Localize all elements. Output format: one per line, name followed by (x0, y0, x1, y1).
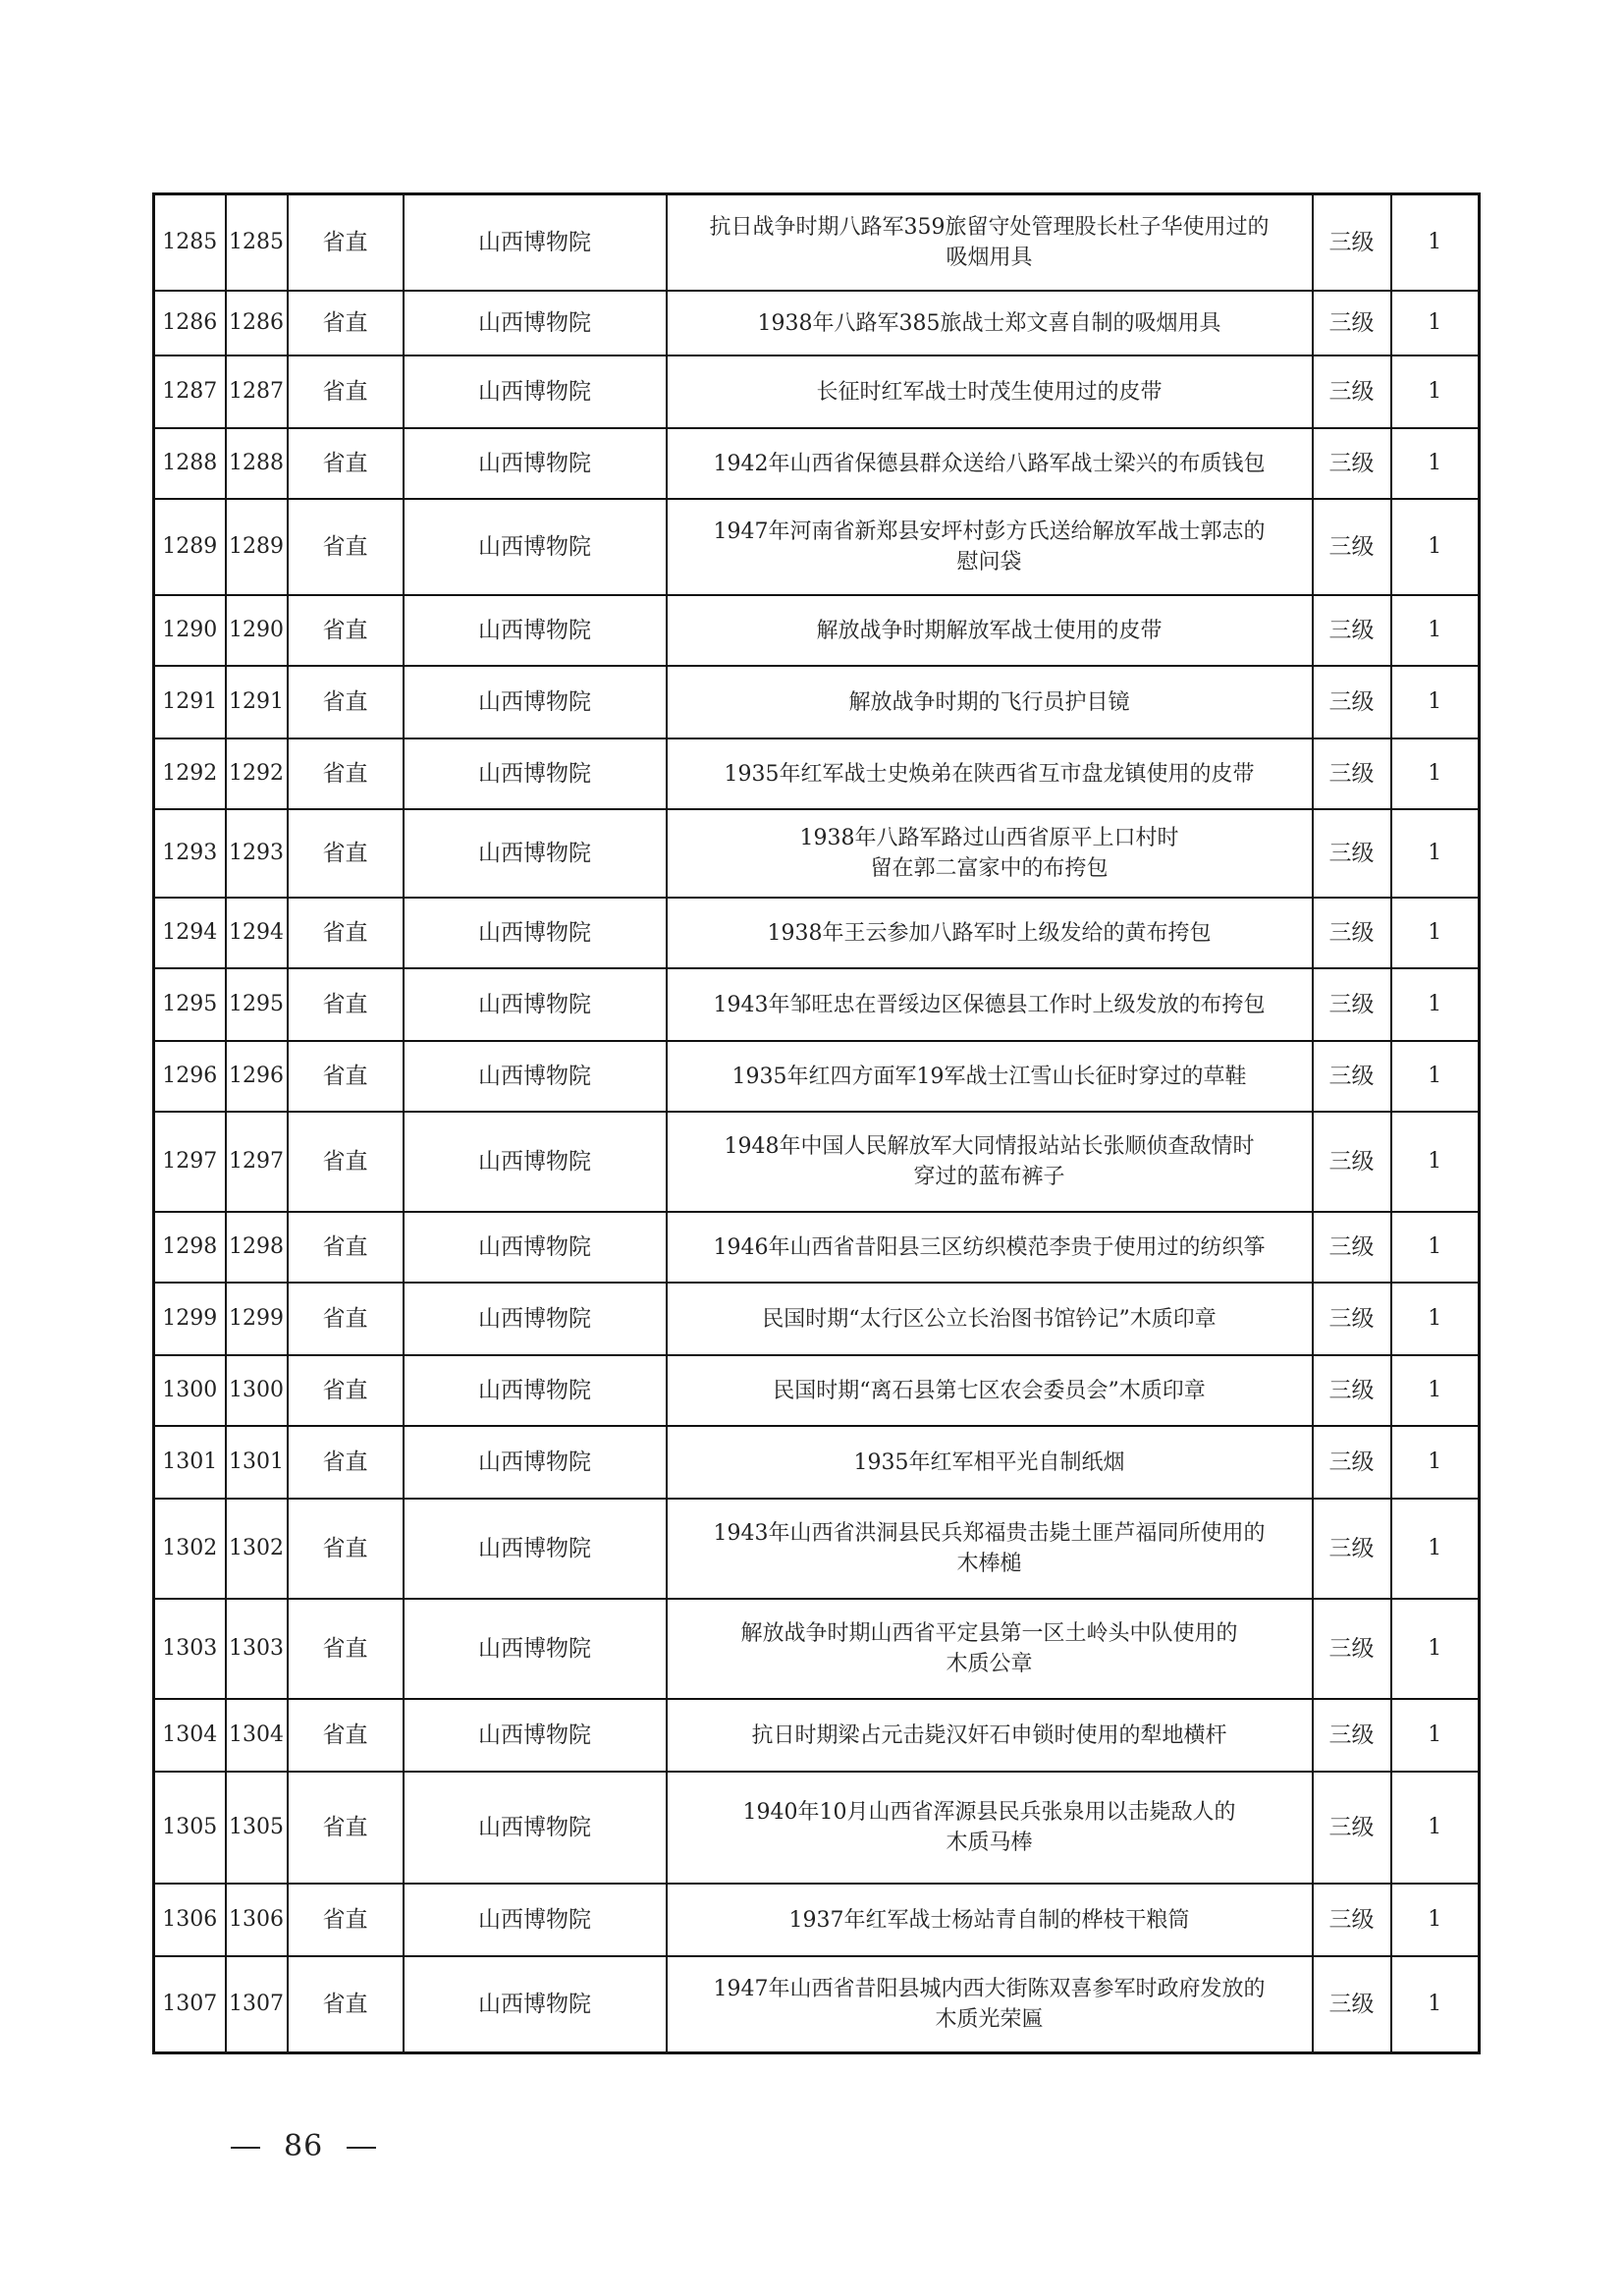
cell-seq: 1295 (154, 968, 226, 1041)
cell-id: 1292 (226, 738, 288, 809)
item-name-line: 1935年红四方面军19军战士江雪山长征时穿过的草鞋 (731, 1064, 1247, 1089)
cell-quantity: 1 (1391, 1884, 1480, 1956)
table-row (154, 809, 1480, 898)
cell-item-name (667, 355, 1313, 428)
cell-grade: 三级 (1313, 1699, 1391, 1772)
table-body (154, 194, 1480, 2053)
cell-grade: 三级 (1313, 499, 1391, 595)
item-name-line: 解放战争时期的飞行员护目镜 (848, 689, 1130, 715)
cell-grade: 三级 (1313, 1283, 1391, 1355)
cell-id: 1303 (226, 1599, 288, 1699)
item-name-line: 1935年红军相平光自制纸烟 (853, 1449, 1125, 1475)
cell-id: 1293 (226, 809, 288, 898)
table-row (154, 898, 1480, 968)
cell-unit: 山西博物院 (404, 1956, 667, 2053)
cell-region: 省直 (288, 898, 404, 968)
table-row (154, 499, 1480, 595)
cell-id: 1285 (226, 194, 288, 292)
cell-item-name (667, 809, 1313, 898)
item-name-line: 1943年邹旺忠在晋绥边区保德县工作时上级发放的布挎包 (713, 992, 1266, 1017)
cell-item-name (667, 738, 1313, 809)
cell-region: 省直 (288, 1884, 404, 1956)
cell-grade: 三级 (1313, 1499, 1391, 1599)
table-row (154, 1772, 1480, 1884)
cell-id: 1289 (226, 499, 288, 595)
cell-id: 1286 (226, 291, 288, 355)
cell-quantity: 1 (1391, 1041, 1480, 1112)
item-name-line: 解放战争时期解放军战士使用的皮带 (816, 618, 1163, 643)
cell-region: 省直 (288, 1355, 404, 1426)
cell-quantity: 1 (1391, 1699, 1480, 1772)
cell-unit: 山西博物院 (404, 291, 667, 355)
cell-seq: 1287 (154, 355, 226, 428)
cell-item-name (667, 291, 1313, 355)
table-row (154, 595, 1480, 666)
cell-region: 省直 (288, 1772, 404, 1884)
cell-region: 省直 (288, 1956, 404, 2053)
cell-seq: 1304 (154, 1699, 226, 1772)
table-row (154, 1599, 1480, 1699)
cell-region: 省直 (288, 194, 404, 292)
cell-unit: 山西博物院 (404, 738, 667, 809)
item-name-line: 1947年山西省昔阳县城内西大街陈双喜参军时政府发放的 (713, 1977, 1266, 2001)
cell-quantity: 1 (1391, 898, 1480, 968)
cell-unit: 山西博物院 (404, 1772, 667, 1884)
cell-unit: 山西博物院 (404, 666, 667, 738)
cell-id: 1288 (226, 428, 288, 499)
cell-item-name (667, 1426, 1313, 1499)
table-row (154, 1041, 1480, 1112)
table-row (154, 1112, 1480, 1212)
cell-seq: 1303 (154, 1599, 226, 1699)
cell-quantity: 1 (1391, 1772, 1480, 1884)
cell-id: 1291 (226, 666, 288, 738)
cell-seq: 1293 (154, 809, 226, 898)
cell-quantity: 1 (1391, 1112, 1480, 1212)
table-row (154, 1956, 1480, 2053)
cell-grade: 三级 (1313, 595, 1391, 666)
cell-quantity: 1 (1391, 1956, 1480, 2053)
cell-quantity: 1 (1391, 738, 1480, 809)
cell-grade: 三级 (1313, 355, 1391, 428)
cell-item-name (667, 1772, 1313, 1884)
cell-item-name (667, 1355, 1313, 1426)
cell-item-name (667, 968, 1313, 1041)
cell-region: 省直 (288, 1599, 404, 1699)
cell-unit: 山西博物院 (404, 1212, 667, 1283)
cell-unit: 山西博物院 (404, 809, 667, 898)
table-row (154, 291, 1480, 355)
cell-quantity: 1 (1391, 499, 1480, 595)
cell-unit: 山西博物院 (404, 1041, 667, 1112)
cell-unit: 山西博物院 (404, 1884, 667, 1956)
table-row (154, 666, 1480, 738)
cell-seq: 1302 (154, 1499, 226, 1599)
item-name-line: 1948年中国人民解放军大同情报站站长张顺侦查敌情时 (724, 1134, 1255, 1159)
cell-id: 1287 (226, 355, 288, 428)
cell-seq: 1298 (154, 1212, 226, 1283)
table-row (154, 1884, 1480, 1956)
cell-region: 省直 (288, 1699, 404, 1772)
cell-id: 1299 (226, 1283, 288, 1355)
cell-quantity: 1 (1391, 1499, 1480, 1599)
item-name-line: 1940年10月山西省浑源县民兵张泉用以击毙敌人的 (742, 1800, 1236, 1825)
item-name-line: 木棒槌 (956, 1552, 1022, 1576)
cell-quantity: 1 (1391, 1283, 1480, 1355)
cell-grade: 三级 (1313, 1212, 1391, 1283)
cell-quantity: 1 (1391, 595, 1480, 666)
cell-quantity: 1 (1391, 968, 1480, 1041)
cell-quantity: 1 (1391, 194, 1480, 292)
cell-unit: 山西博物院 (404, 194, 667, 292)
cell-unit: 山西博物院 (404, 968, 667, 1041)
cell-unit: 山西博物院 (404, 898, 667, 968)
cell-id: 1306 (226, 1884, 288, 1956)
cell-item-name (667, 1956, 1313, 2053)
table-row (154, 194, 1480, 292)
table-row (154, 1499, 1480, 1599)
cell-unit: 山西博物院 (404, 1112, 667, 1212)
cell-unit: 山西博物院 (404, 1699, 667, 1772)
cell-seq: 1292 (154, 738, 226, 809)
cell-grade: 三级 (1313, 738, 1391, 809)
item-name-line: 木质光荣匾 (935, 2007, 1044, 2032)
cell-grade: 三级 (1313, 1599, 1391, 1699)
cell-item-name (667, 595, 1313, 666)
table-row (154, 1426, 1480, 1499)
cell-unit: 山西博物院 (404, 1426, 667, 1499)
cell-seq: 1290 (154, 595, 226, 666)
item-name-line: 木质公章 (946, 1652, 1033, 1676)
cell-grade: 三级 (1313, 1355, 1391, 1426)
item-name-line: 1938年王云参加八路军时上级发给的黄布挎包 (767, 920, 1212, 946)
cell-grade: 三级 (1313, 1884, 1391, 1956)
cell-seq: 1300 (154, 1355, 226, 1426)
cell-seq: 1306 (154, 1884, 226, 1956)
item-name-line: 抗日战争时期八路军359旅留守处管理股长杜子华使用过的 (709, 215, 1270, 240)
cell-quantity: 1 (1391, 428, 1480, 499)
cell-grade: 三级 (1313, 666, 1391, 738)
item-name-line: 解放战争时期山西省平定县第一区土岭头中队使用的 (740, 1621, 1238, 1646)
cell-id: 1307 (226, 1956, 288, 2053)
table-row (154, 1212, 1480, 1283)
table-row (154, 428, 1480, 499)
cell-region: 省直 (288, 1426, 404, 1499)
cell-seq: 1288 (154, 428, 226, 499)
cell-grade: 三级 (1313, 1112, 1391, 1212)
page-number: 86 (284, 2129, 324, 2163)
table-row (154, 1355, 1480, 1426)
cell-region: 省直 (288, 738, 404, 809)
cell-id: 1297 (226, 1112, 288, 1212)
cell-item-name (667, 1499, 1313, 1599)
cell-id: 1300 (226, 1355, 288, 1426)
cell-id: 1290 (226, 595, 288, 666)
cell-unit: 山西博物院 (404, 1283, 667, 1355)
cell-id: 1304 (226, 1699, 288, 1772)
cell-grade: 三级 (1313, 1956, 1391, 2053)
cell-seq: 1307 (154, 1956, 226, 2053)
table-row (154, 355, 1480, 428)
table-row (154, 968, 1480, 1041)
cell-quantity: 1 (1391, 1355, 1480, 1426)
cell-region: 省直 (288, 291, 404, 355)
cell-grade: 三级 (1313, 968, 1391, 1041)
cell-quantity: 1 (1391, 666, 1480, 738)
cell-item-name (667, 1112, 1313, 1212)
cell-region: 省直 (288, 1283, 404, 1355)
cell-seq: 1286 (154, 291, 226, 355)
cell-seq: 1289 (154, 499, 226, 595)
cell-unit: 山西博物院 (404, 355, 667, 428)
item-name-line: 民国时期“太行区公立长治图书馆钤记”木质印章 (762, 1306, 1217, 1332)
cell-unit: 山西博物院 (404, 1599, 667, 1699)
cell-unit: 山西博物院 (404, 595, 667, 666)
item-name-line: 1935年红军战士史焕弟在陕西省互市盘龙镇使用的皮带 (724, 761, 1255, 787)
cell-id: 1298 (226, 1212, 288, 1283)
page-footer (231, 2129, 400, 2163)
cell-quantity: 1 (1391, 809, 1480, 898)
table-row (154, 738, 1480, 809)
cell-item-name (667, 1699, 1313, 1772)
cell-item-name (667, 898, 1313, 968)
cell-grade: 三级 (1313, 898, 1391, 968)
cell-unit: 山西博物院 (404, 428, 667, 499)
cell-region: 省直 (288, 666, 404, 738)
cell-unit: 山西博物院 (404, 499, 667, 595)
table-row (154, 1283, 1480, 1355)
cell-id: 1305 (226, 1772, 288, 1884)
cell-seq: 1305 (154, 1772, 226, 1884)
cell-grade: 三级 (1313, 291, 1391, 355)
cell-grade: 三级 (1313, 1426, 1391, 1499)
table-row (154, 1699, 1480, 1772)
cell-item-name (667, 1884, 1313, 1956)
cell-region: 省直 (288, 809, 404, 898)
cell-quantity: 1 (1391, 355, 1480, 428)
item-name-line: 1947年河南省新郑县安坪村彭方氏送给解放军战士郭志的 (713, 519, 1266, 544)
footer-dash-left (231, 2147, 260, 2149)
cell-item-name (667, 499, 1313, 595)
item-name-line: 1938年八路军路过山西省原平上口村时 (799, 826, 1179, 850)
item-name-line: 1937年红军战士杨站青自制的桦枝干粮筒 (788, 1907, 1190, 1933)
item-name-line: 抗日时期梁占元击毙汉奸石申锁时使用的犁地横杆 (751, 1722, 1227, 1748)
cell-quantity: 1 (1391, 291, 1480, 355)
cell-seq: 1297 (154, 1112, 226, 1212)
cell-item-name (667, 428, 1313, 499)
item-name-line: 1943年山西省洪洞县民兵郑福贵击毙土匪芦福同所使用的 (713, 1521, 1266, 1546)
cell-seq: 1301 (154, 1426, 226, 1499)
item-name-line: 吸烟用具 (946, 246, 1033, 270)
cell-id: 1295 (226, 968, 288, 1041)
item-name-line: 穿过的蓝布裤子 (913, 1165, 1065, 1189)
item-name-line: 木质马棒 (946, 1831, 1033, 1855)
cell-item-name (667, 666, 1313, 738)
cell-quantity: 1 (1391, 1212, 1480, 1283)
relics-table (152, 192, 1481, 2054)
cell-seq: 1291 (154, 666, 226, 738)
cell-grade: 三级 (1313, 194, 1391, 292)
item-name-line: 民国时期“离石县第七区农会委员会”木质印章 (773, 1378, 1206, 1403)
item-name-line: 1946年山西省昔阳县三区纺织模范李贵于使用过的纺织筝 (713, 1234, 1266, 1260)
cell-grade: 三级 (1313, 809, 1391, 898)
cell-id: 1302 (226, 1499, 288, 1599)
cell-id: 1294 (226, 898, 288, 968)
item-name-line: 慰问袋 (956, 550, 1022, 574)
cell-item-name (667, 1041, 1313, 1112)
cell-quantity: 1 (1391, 1426, 1480, 1499)
item-name-line: 留在郭二富家中的布挎包 (870, 856, 1109, 881)
cell-region: 省直 (288, 1499, 404, 1599)
cell-region: 省直 (288, 595, 404, 666)
cell-region: 省直 (288, 1212, 404, 1283)
footer-dash-right (347, 2147, 376, 2149)
item-name-line: 长征时红军战士时茂生使用过的皮带 (816, 379, 1163, 405)
cell-item-name (667, 1283, 1313, 1355)
cell-grade: 三级 (1313, 1772, 1391, 1884)
cell-grade: 三级 (1313, 1041, 1391, 1112)
cell-unit: 山西博物院 (404, 1499, 667, 1599)
item-name-line: 1938年八路军385旅战士郑文喜自制的吸烟用具 (757, 310, 1221, 336)
cell-quantity: 1 (1391, 1599, 1480, 1699)
cell-unit: 山西博物院 (404, 1355, 667, 1426)
cell-region: 省直 (288, 1112, 404, 1212)
cell-grade: 三级 (1313, 428, 1391, 499)
cell-region: 省直 (288, 1041, 404, 1112)
cell-region: 省直 (288, 428, 404, 499)
cell-item-name (667, 194, 1313, 292)
cell-seq: 1299 (154, 1283, 226, 1355)
cell-region: 省直 (288, 355, 404, 428)
cell-seq: 1285 (154, 194, 226, 292)
item-name-line: 1942年山西省保德县群众送给八路军战士梁兴的布质钱包 (713, 451, 1266, 476)
cell-region: 省直 (288, 499, 404, 595)
cell-item-name (667, 1212, 1313, 1283)
cell-region: 省直 (288, 968, 404, 1041)
cell-id: 1301 (226, 1426, 288, 1499)
cell-seq: 1296 (154, 1041, 226, 1112)
cell-item-name (667, 1599, 1313, 1699)
cell-id: 1296 (226, 1041, 288, 1112)
cell-seq: 1294 (154, 898, 226, 968)
